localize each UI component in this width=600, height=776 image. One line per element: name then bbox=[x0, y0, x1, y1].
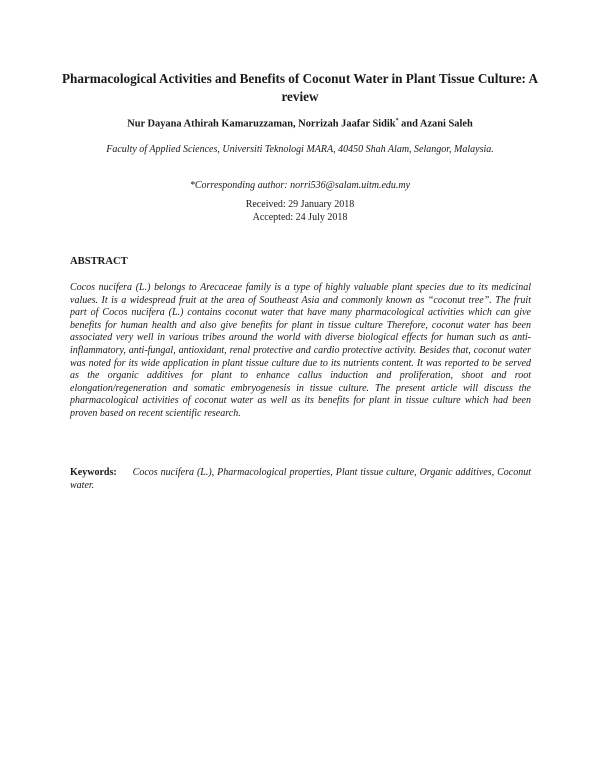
abstract-heading: ABSTRACT bbox=[70, 256, 128, 267]
authors-main: Nur Dayana Athirah Kamaruzzaman, Norrizah Jaafar Sidik bbox=[127, 118, 396, 130]
author-list bbox=[60, 118, 540, 129]
accepted-date: Accepted: 24 July 2018 bbox=[252, 212, 348, 223]
corresponding-mark: * bbox=[395, 118, 399, 124]
keywords-list: Cocos nucifera (L.), Pharmacological properties, Plant tissue culture, Organic additives, Coconut water. bbox=[70, 467, 531, 491]
affiliation: Faculty of Applied Sciences, Universiti Teknologi MARA, 40450 Shah Alam, Selangor, Malaysia. bbox=[106, 144, 494, 155]
keywords bbox=[70, 467, 531, 492]
authors-tail: and Azani Saleh bbox=[398, 118, 473, 130]
abstract-body: Cocos nucifera (L.) belongs to Arecaceae family is a type of highly valuable plant species due to its medicinal values. It is a widespread fruit at the area of Southeast Asia and commonly known as “coconut tree”. The fruit part of Cocos nucifera (L.) contains coconut water that have many pharmacological activities which can give benefits for human health and also give benefits for plant in tissue culture Therefore, coconut water has been associated very well in various tribes around the world with diverse biological effects for human such as anti-inflammatory, anti-fungal, antioxidant, renal protective and cardio protective activity. Besides that, coconut water was noted for its wide application in plant tissue culture due to its nutrients content. It was reported to be served as the organic additives for plant to enhance callus induction and proliferation, shoot and root elongation/regeneration and somatic embryogenesis in tissue culture. The present article will discuss the pharmacological activities of coconut water as well as its benefits for plant in tissue culture which had been proven based on recent scientific research. bbox=[70, 282, 531, 419]
received-date: Received: 29 January 2018 bbox=[245, 199, 355, 210]
keywords-label: Keywords: bbox=[70, 467, 117, 478]
paper-title: Pharmacological Activities and Benefits of Coconut Water in Plant Tissue Culture: A review bbox=[61, 71, 539, 104]
corresponding-author: *Corresponding author: norri536@salam.uitm.edu.my bbox=[189, 180, 411, 191]
